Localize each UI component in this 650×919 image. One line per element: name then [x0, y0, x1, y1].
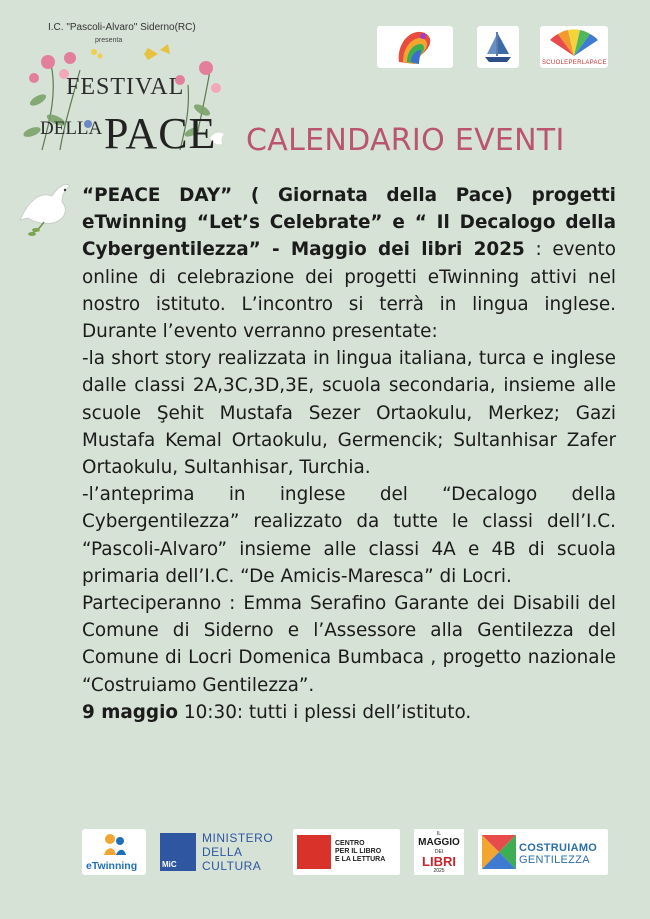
mic-label: MiC — [162, 860, 177, 869]
maggio-line-3: DEI — [434, 849, 444, 855]
costruiamo-gentilezza-logo — [478, 829, 608, 875]
costruiamo-line-2: GENTILEZZA — [519, 854, 590, 866]
ministero-mark-icon — [160, 833, 196, 871]
maggio-line-2: MAGGIO — [418, 837, 460, 848]
etwinning-logo — [82, 829, 146, 875]
event-date-line — [82, 699, 616, 726]
ship-icon — [477, 26, 519, 68]
scuole-per-la-pace-text: SCUOLEPERLAPACE — [542, 60, 607, 66]
rainbow-logo — [377, 26, 453, 68]
ministero-line-2: DELLA — [202, 845, 243, 859]
ministero-line-3: CULTURA — [202, 859, 262, 873]
centro-line-3: E LA LETTURA — [335, 856, 386, 863]
presenta-label: presenta — [95, 37, 123, 44]
book-icon — [297, 835, 331, 869]
etwinning-figures-icon — [82, 829, 146, 859]
event-intro-paragraph — [82, 182, 616, 345]
page-title: CALENDARIO EVENTI — [246, 123, 565, 158]
participants-paragraph: Parteciperanno : Emma Serafino Garante dei Disabili del Comune di Siderno e l’Assessore alla Gentilezza del Comune di Locri Domenica Bumbaca , progetto nazionale “Costruiamo Gentilezza”. — [82, 593, 616, 696]
maggio-line-4: LIBRI — [422, 854, 456, 869]
ship-logo — [477, 26, 519, 68]
festival-logo-festival: FESTIVAL — [66, 74, 185, 100]
scuole-per-la-pace-logo — [540, 26, 608, 68]
event-date: 9 maggio — [82, 701, 179, 723]
gentilezza-mosaic-icon — [482, 835, 516, 869]
rainbow-figure-icon — [377, 26, 453, 68]
event-time-location: 10:30: tutti i plessi dell’istituto. — [178, 701, 472, 723]
etwinning-label: eTwinning — [86, 860, 138, 872]
fan-icon — [540, 26, 608, 60]
maggio-year: 2025 — [433, 868, 445, 874]
event-intro-text: : evento online di celebrazione dei progetti eTwinning attivi nel nostro istituto. L’incontro si terrà in lingua inglese. Durante l’evento verranno presentate: — [82, 239, 616, 343]
event-headline: “PEACE DAY” ( Giornata della Pace) progetti eTwinning “Let’s Celebrate” e “ Il Decalogo della Cybergentilezza” - Maggio dei libri 2025 — [82, 185, 616, 261]
costruiamo-line-1: COSTRUIAMO — [519, 842, 598, 854]
festival-logo-della: DELLA — [40, 118, 103, 139]
centro-line-1: CENTRO — [335, 840, 365, 847]
centro-line-2: PER IL LIBRO — [335, 848, 382, 855]
maggio-line-1: IL — [436, 831, 442, 837]
decalogo-paragraph: -l’anteprima in inglese del “Decalogo della Cybergentilezza” realizzato da tutte le classi dell’I.C. “Pascoli-Alvaro” insieme alle classi 4A e 4B di scuola primaria dell’I.C. “De Amicis-Maresca” di Locri. — [82, 484, 616, 587]
centro-libro-text — [335, 840, 385, 864]
maggio-dei-libri-logo — [414, 829, 464, 875]
dove-icon — [18, 178, 74, 236]
short-story-paragraph: -la short story realizzata in lingua italiana, turca e inglese dalle classi 2A,3C,3D,3E, scuola secondaria, insieme alle scuole Şehit Mustafa Sezer Ortaokulu, Merkez; Gazi Mustafa Kemal Ortaokulu, Germencik; Sultanhisar Zafer Ortaokulu, Sultanhisar, Turchia. — [82, 348, 616, 479]
festival-logo-pace: PACE — [104, 109, 217, 158]
ministero-line-1: MINISTERO — [202, 831, 274, 845]
event-description — [82, 182, 616, 726]
centro-libro-logo — [293, 829, 400, 875]
ministero-cultura-logo — [160, 829, 278, 875]
school-name: I.C. "Pascoli-Alvaro" Siderno(RC) — [48, 22, 196, 33]
